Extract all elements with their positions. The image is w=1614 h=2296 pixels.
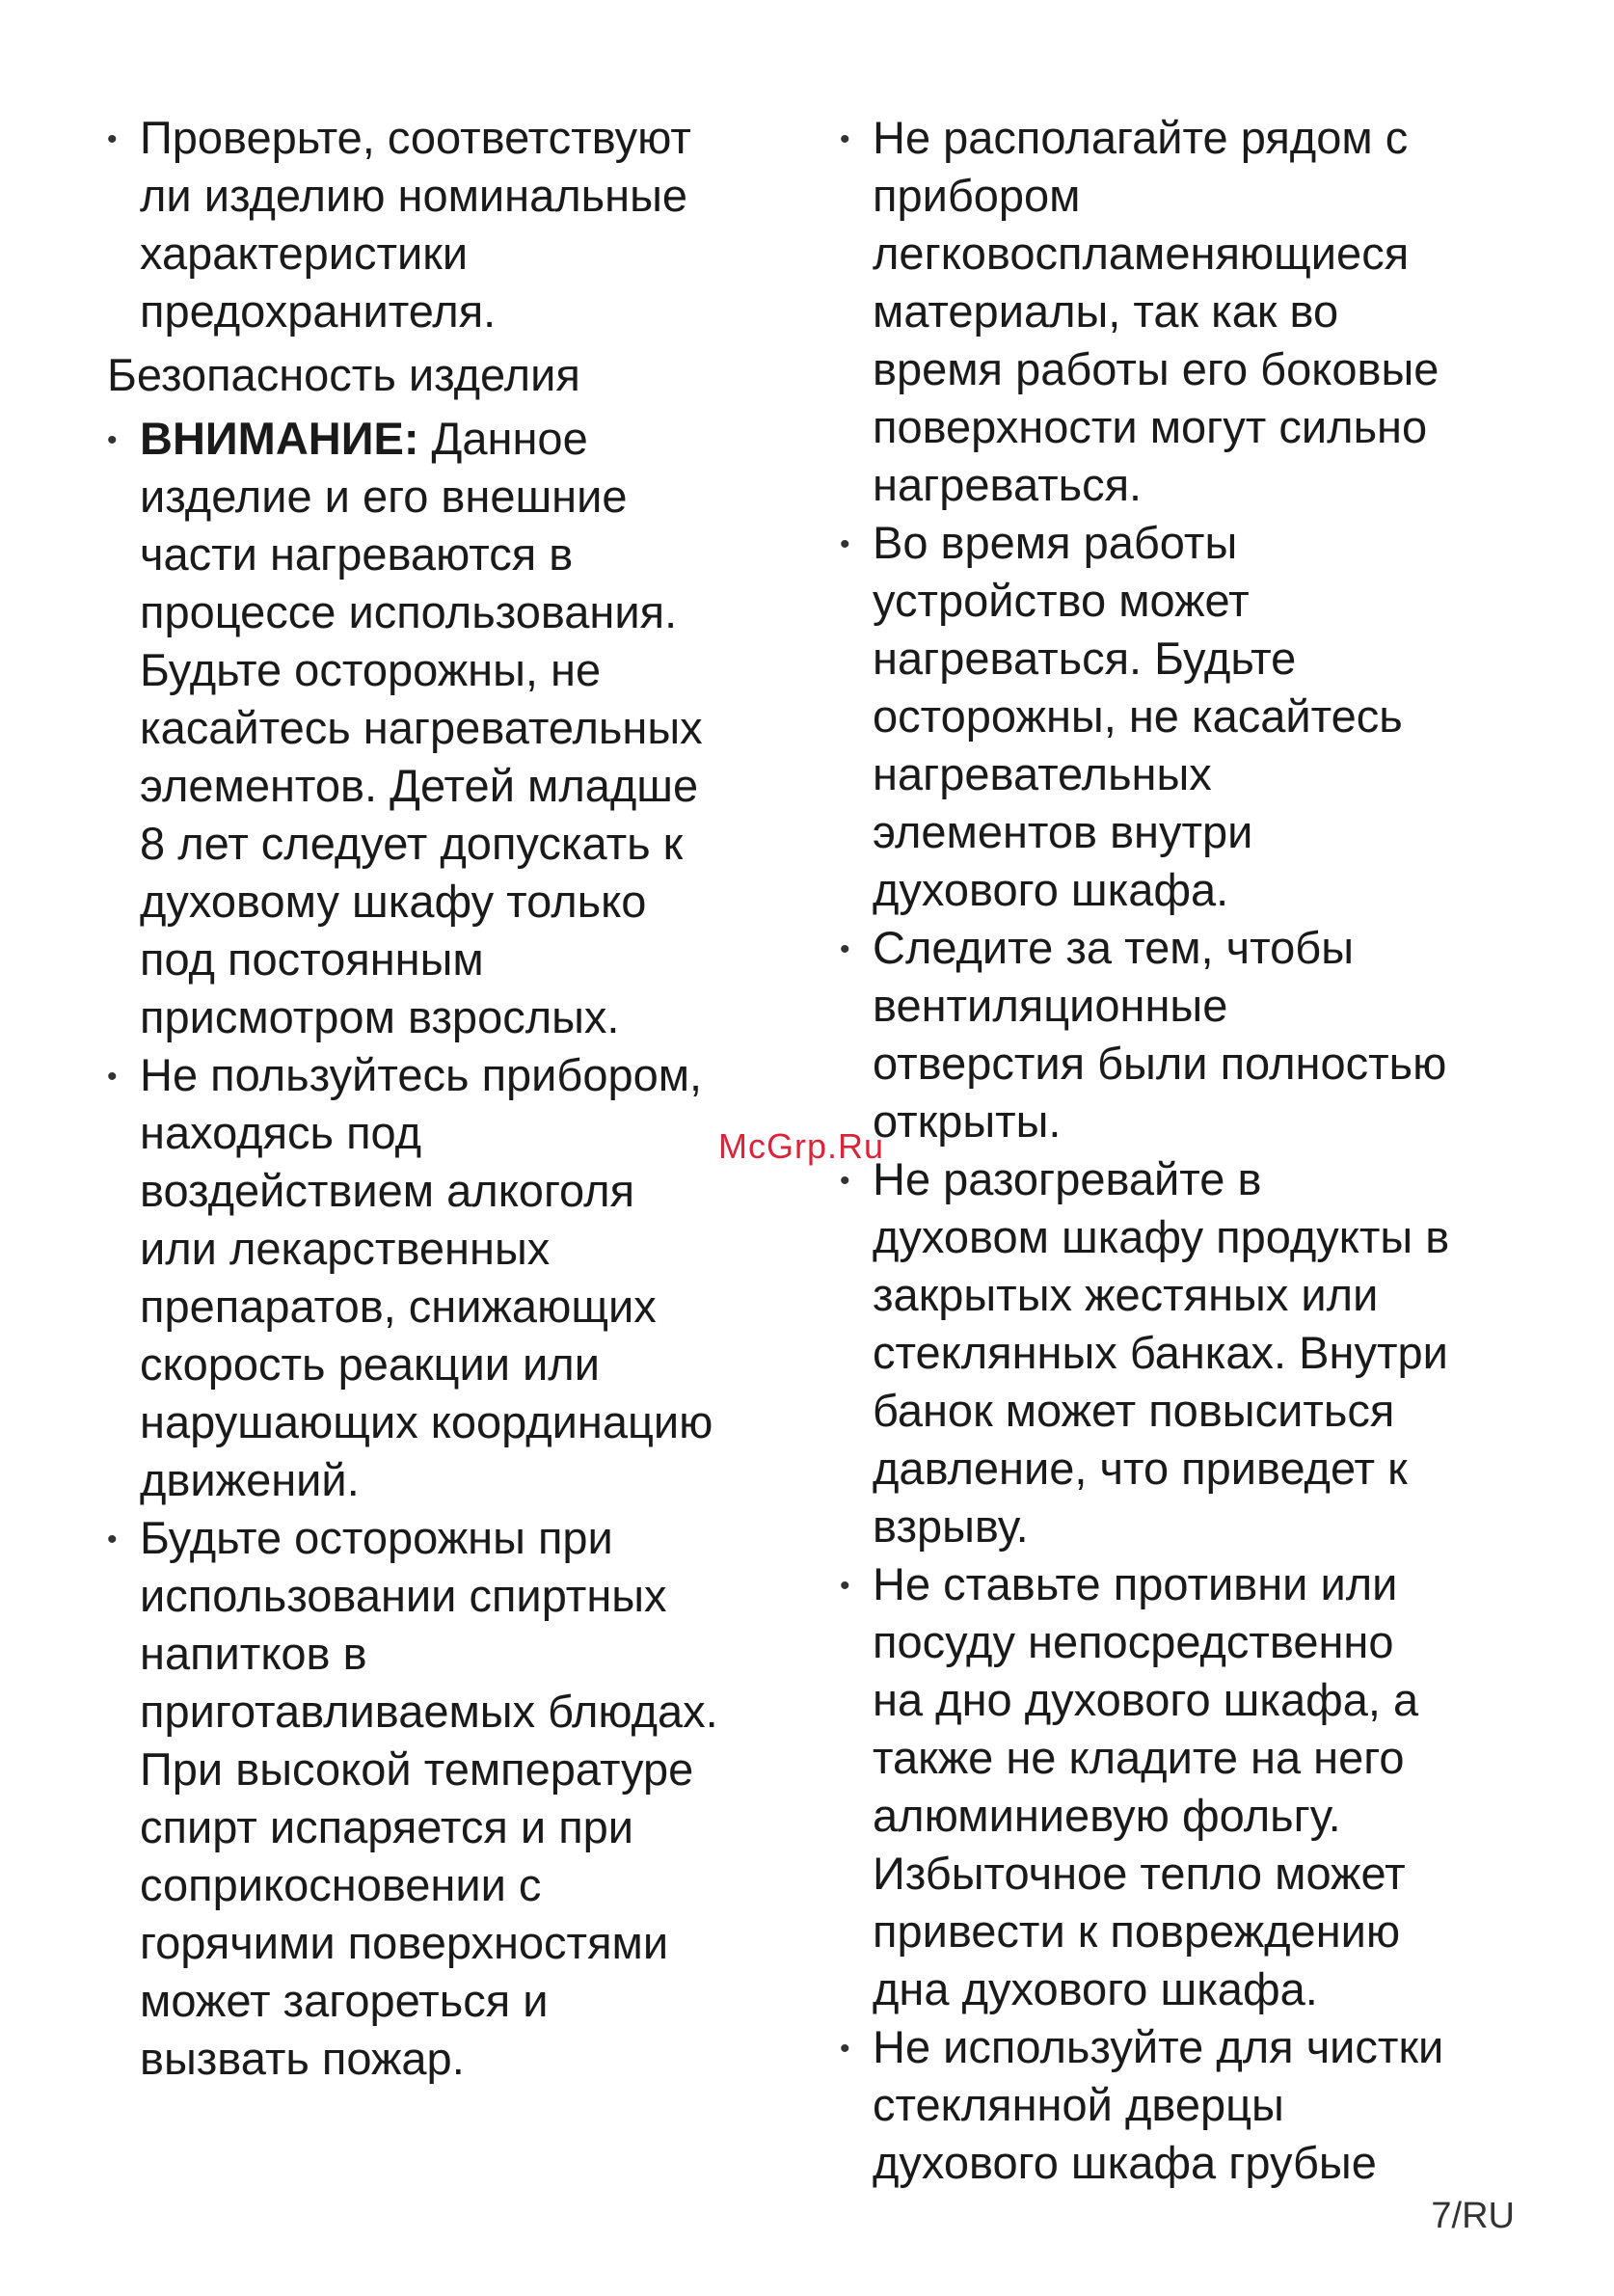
- list-item: [840, 109, 1515, 514]
- text-line: присмотром взрослых.: [140, 991, 620, 1042]
- text-line: элементов. Детей младше: [140, 760, 699, 811]
- text-line: стеклянных банках. Внутри: [873, 1327, 1448, 1378]
- text-line: стеклянной дверцы: [873, 2079, 1284, 2130]
- text-line: алюминиевую фольгу.: [873, 1790, 1341, 1841]
- bullet-icon: •: [840, 1165, 850, 1197]
- text-line: под постоянным: [140, 933, 484, 985]
- text-line: нагреваться.: [873, 459, 1143, 510]
- bullet-icon: •: [840, 1570, 850, 1602]
- right-column: [840, 109, 1515, 2192]
- text-line: или лекарственных: [140, 1223, 551, 1274]
- bullet-icon: •: [107, 1524, 118, 1555]
- list-item: [107, 109, 811, 340]
- text-line: устройство может: [873, 575, 1250, 626]
- list-item: [107, 1046, 811, 1509]
- list-item: [107, 1509, 811, 2088]
- list-item: [840, 919, 1515, 1150]
- warning-label: ВНИМАНИЕ:: [140, 413, 419, 464]
- text-line: использовании спиртных: [140, 1570, 667, 1621]
- bullet-icon: •: [840, 2033, 850, 2065]
- left-items-before-heading: [107, 109, 811, 340]
- list-item: [840, 1555, 1515, 2018]
- bullet-icon: •: [840, 933, 850, 965]
- list-item: [840, 2018, 1515, 2192]
- bullet-icon: •: [107, 123, 118, 155]
- text-line: процессе использования.: [140, 586, 678, 637]
- text-line: Избыточное тепло может: [873, 1848, 1406, 1899]
- bullet-icon: •: [840, 123, 850, 155]
- text-line: время работы его боковые: [873, 343, 1439, 394]
- text-line: ли изделию номинальные: [140, 170, 688, 221]
- warning-lines: [140, 468, 811, 1046]
- text-line: духовому шкафу только: [140, 876, 647, 927]
- text-line: части нагреваются в: [140, 528, 574, 580]
- text-line: Не располагайте рядом с: [873, 112, 1409, 163]
- text-line: открыты.: [873, 1095, 1062, 1147]
- text-line: движений.: [140, 1454, 360, 1505]
- text-line: изделие и его внешние: [140, 471, 628, 522]
- text-line: Следите за тем, чтобы: [873, 922, 1354, 973]
- text-line: препаратов, снижающих: [140, 1281, 657, 1332]
- text-line: Будьте осторожны при: [140, 1512, 613, 1563]
- text-line: находясь под: [140, 1107, 422, 1158]
- text-line: горячими поверхностями: [140, 1917, 669, 1968]
- text-line: материалы, так как во: [873, 285, 1339, 337]
- text-line: приготавливаемых блюдах.: [140, 1686, 718, 1737]
- text-line: банок может повыситься: [873, 1385, 1395, 1436]
- text-line: давление, что приведет к: [873, 1443, 1408, 1494]
- text-line: отверстия были полностью: [873, 1038, 1447, 1089]
- text-line: также не кладите на него: [873, 1732, 1405, 1783]
- text-line: Во время работы: [873, 517, 1238, 568]
- text-line: касайтесь нагревательных: [140, 702, 703, 753]
- left-items-after-warning: [107, 1046, 811, 2088]
- watermark-text: McGrp.Ru: [718, 1126, 885, 1166]
- text-line: Не разогревайте в: [873, 1153, 1262, 1204]
- section-heading: Безопасность изделия: [107, 349, 580, 400]
- text-line: характеристики: [140, 228, 469, 279]
- bullet-icon: •: [107, 424, 118, 456]
- text-line: Не пользуйтесь прибором,: [140, 1049, 703, 1100]
- text-line: нагревательных: [873, 748, 1212, 799]
- text-line: нагреваться. Будьте: [873, 633, 1297, 684]
- text-line: может загореться и: [140, 1975, 549, 2026]
- text-line: осторожны, не касайтесь: [873, 690, 1403, 742]
- text-line: вентиляционные: [873, 980, 1228, 1031]
- text-line: духового шкафа.: [873, 864, 1229, 915]
- text-line: на дно духового шкафа, а: [873, 1674, 1419, 1725]
- text-line: прибором: [873, 170, 1081, 221]
- text-line: закрытых жестяных или: [873, 1269, 1379, 1320]
- text-line: спирт испаряется и при: [140, 1801, 634, 1852]
- text-line: Не ставьте противни или: [873, 1558, 1398, 1609]
- left-column: [107, 109, 811, 2088]
- page-number: 7/RU: [1431, 2196, 1515, 2236]
- list-item: [840, 514, 1515, 919]
- text-line: поверхности могут сильно: [873, 401, 1428, 452]
- text-line: 8 лет следует допускать к: [140, 818, 684, 869]
- text-line: духового шкафа грубые: [873, 2137, 1377, 2188]
- text-line: Будьте осторожны, не: [140, 644, 602, 695]
- text-line: скорость реакции или: [140, 1338, 600, 1390]
- text-line: соприкосновении с: [140, 1859, 542, 1910]
- right-items: [840, 109, 1515, 2192]
- text-line: Не используйте для чистки: [873, 2021, 1444, 2072]
- warning-item: [107, 410, 811, 1046]
- list-item: [840, 1150, 1515, 1555]
- text-line: предохранителя.: [140, 285, 497, 337]
- text-line: легковоспламеняющиеся: [873, 228, 1410, 279]
- text-line: При высокой температуре: [140, 1743, 694, 1795]
- text-line: взрыву.: [873, 1500, 1029, 1552]
- bullet-icon: •: [107, 1061, 118, 1093]
- text-line: дна духового шкафа.: [873, 1963, 1318, 2014]
- text-line: духовом шкафу продукты в: [873, 1211, 1450, 1262]
- text-line: вызвать пожар.: [140, 2033, 465, 2084]
- bullet-icon: •: [840, 528, 850, 560]
- text-line: посуду непосредственно: [873, 1616, 1394, 1667]
- warning-first-line-text: Данное: [418, 413, 588, 464]
- text-line: привести к повреждению: [873, 1905, 1401, 1957]
- text-line: воздействием алкоголя: [140, 1165, 635, 1216]
- text-line: напитков в: [140, 1628, 367, 1679]
- text-line: нарушающих координацию: [140, 1396, 713, 1447]
- warning-first-line: [140, 410, 811, 468]
- text-line: Проверьте, соответствуют: [140, 112, 691, 163]
- text-line: элементов внутри: [873, 806, 1253, 857]
